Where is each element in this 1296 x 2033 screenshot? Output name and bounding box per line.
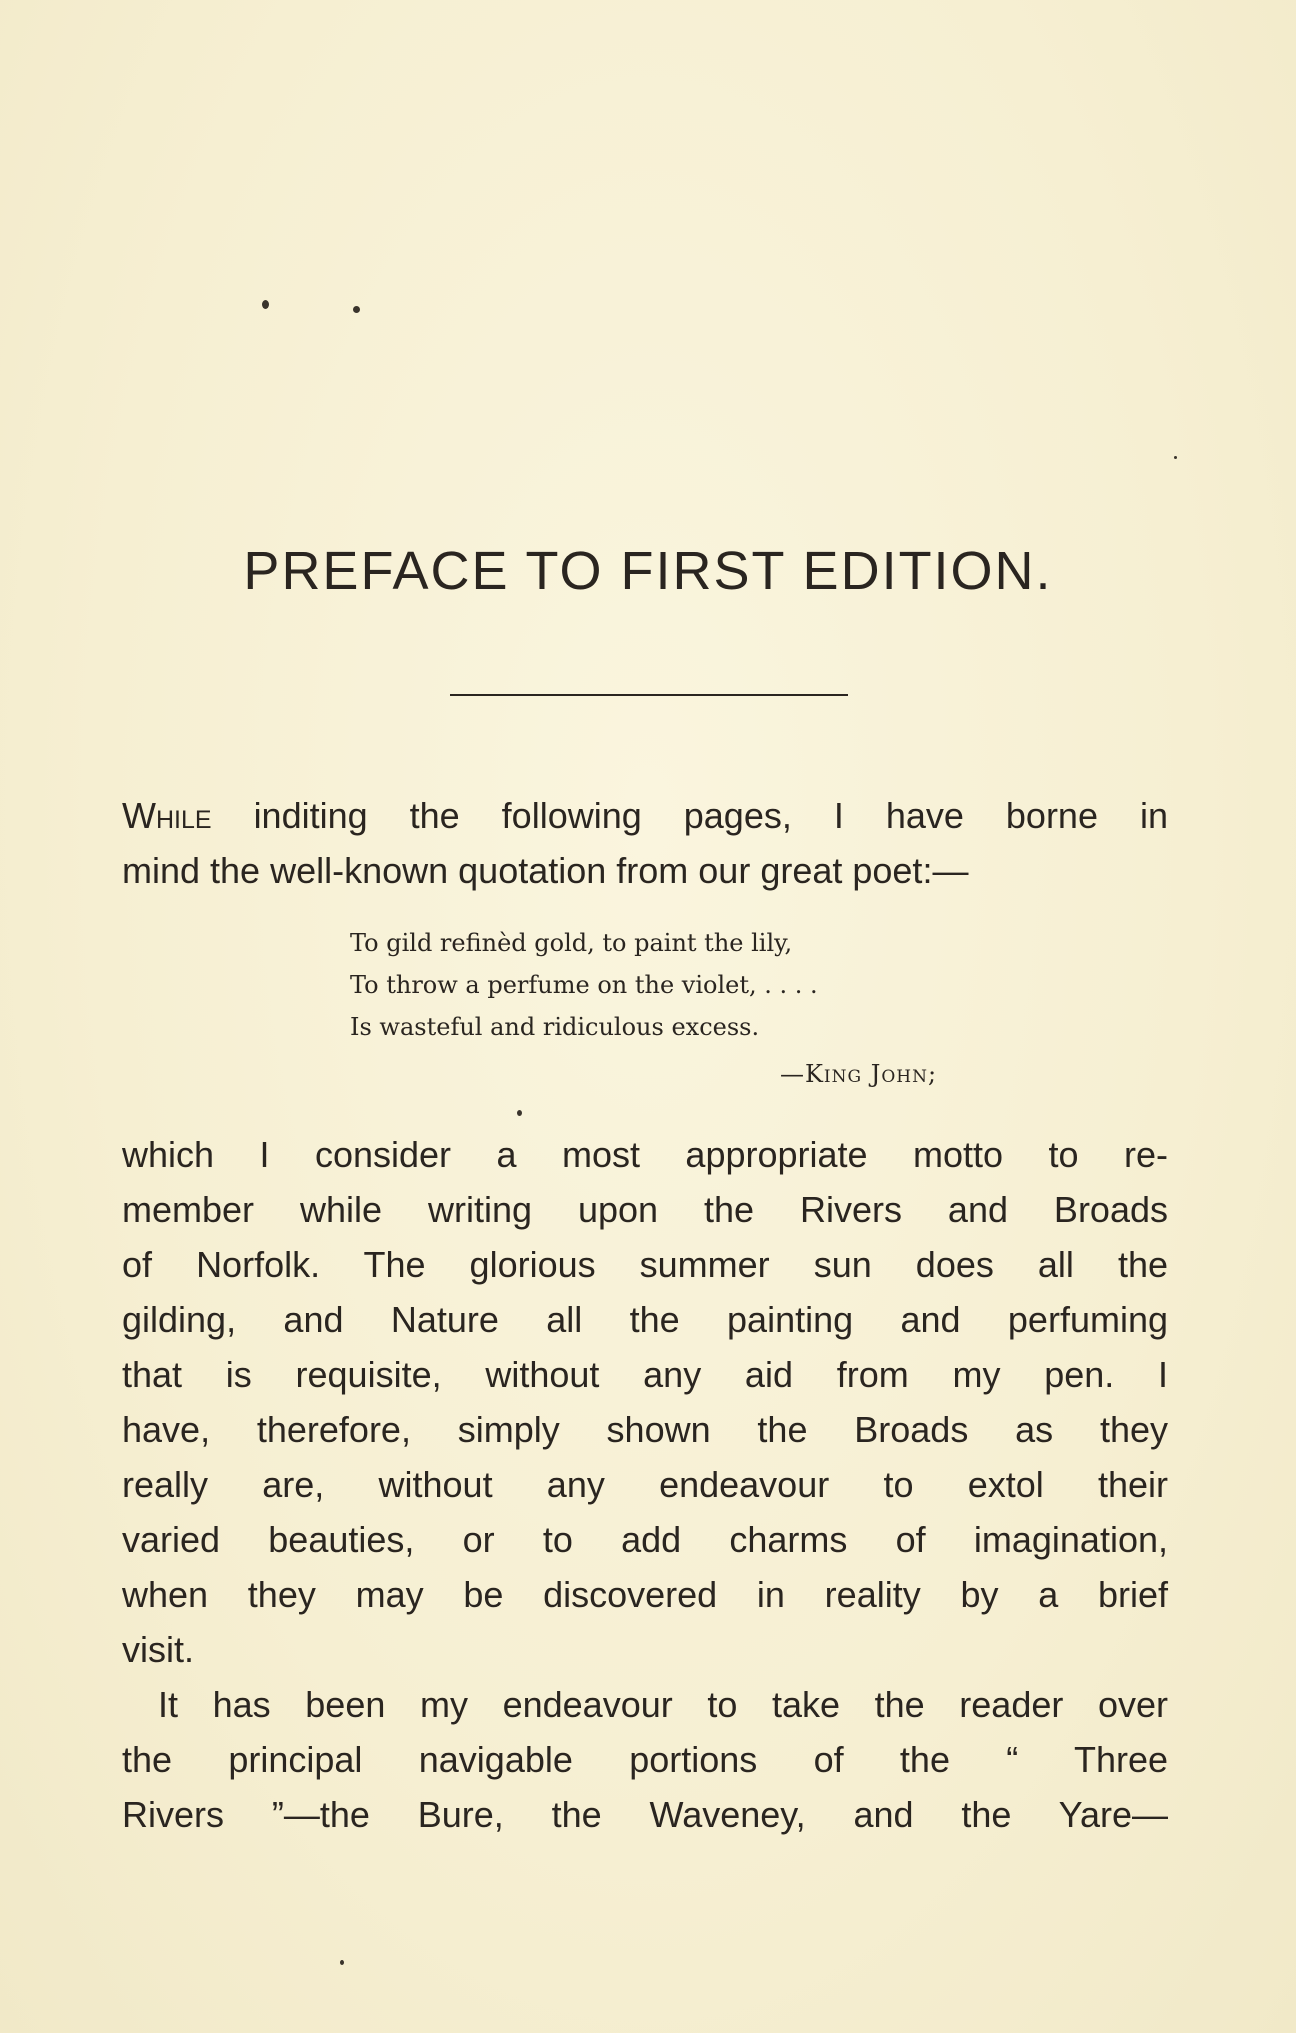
page-speck — [262, 300, 269, 309]
page-speck — [353, 306, 360, 313]
paragraph-line: which I consider a most appropriate motto to re- — [122, 1134, 1168, 1175]
body-paragraph — [122, 1127, 1168, 1677]
paragraph-line: of Norfolk. The glorious summer sun does all the — [122, 1244, 1168, 1285]
page-speck — [340, 1960, 344, 1965]
page-speck — [517, 1110, 522, 1116]
paragraph-line: gilding, and Nature all the painting and perfuming — [122, 1299, 1168, 1340]
paragraph-line: really are, without any endeavour to extol their — [122, 1464, 1168, 1505]
quotation-line: Is wasteful and ridiculous excess. — [350, 1013, 760, 1041]
quotation-line: To throw a perfume on the violet, . . . . — [350, 971, 818, 999]
lead-word: While — [122, 795, 212, 836]
paragraph-line: varied beauties, or to add charms of imagination, — [122, 1519, 1168, 1560]
paragraph-line: visit. — [122, 1629, 194, 1670]
paragraph-line: have, therefore, simply shown the Broads as they — [122, 1409, 1168, 1450]
page-speck — [1174, 456, 1177, 459]
line-text: inditing the following pages, I have borne in — [253, 795, 1168, 836]
page-title: PREFACE TO FIRST EDITION. — [243, 541, 1053, 601]
title-divider — [450, 694, 848, 696]
verse-quotation — [350, 922, 818, 1048]
paragraph-line: that is requisite, without any aid from my pen. I — [122, 1354, 1168, 1395]
body-paragraph — [122, 1677, 1168, 1842]
paragraph-line: mind the well-known quotation from our great poet:— — [122, 850, 969, 891]
paragraph-line: when they may be discovered in reality by a brief — [122, 1574, 1168, 1615]
quotation-attribution: —King John; — [780, 1060, 938, 1088]
opening-paragraph — [122, 788, 1168, 898]
quotation-line: To gild refinèd gold, to paint the lily, — [350, 929, 793, 957]
paragraph-line: member while writing upon the Rivers and Broads — [122, 1189, 1168, 1230]
paragraph-line: Rivers ”—the Bure, the Waveney, and the Yare— — [122, 1794, 1168, 1835]
paragraph-line: It has been my endeavour to take the reader over — [158, 1684, 1168, 1725]
paragraph-line: the principal navigable portions of the “ Three — [122, 1739, 1168, 1780]
paragraph-line — [122, 788, 1168, 843]
